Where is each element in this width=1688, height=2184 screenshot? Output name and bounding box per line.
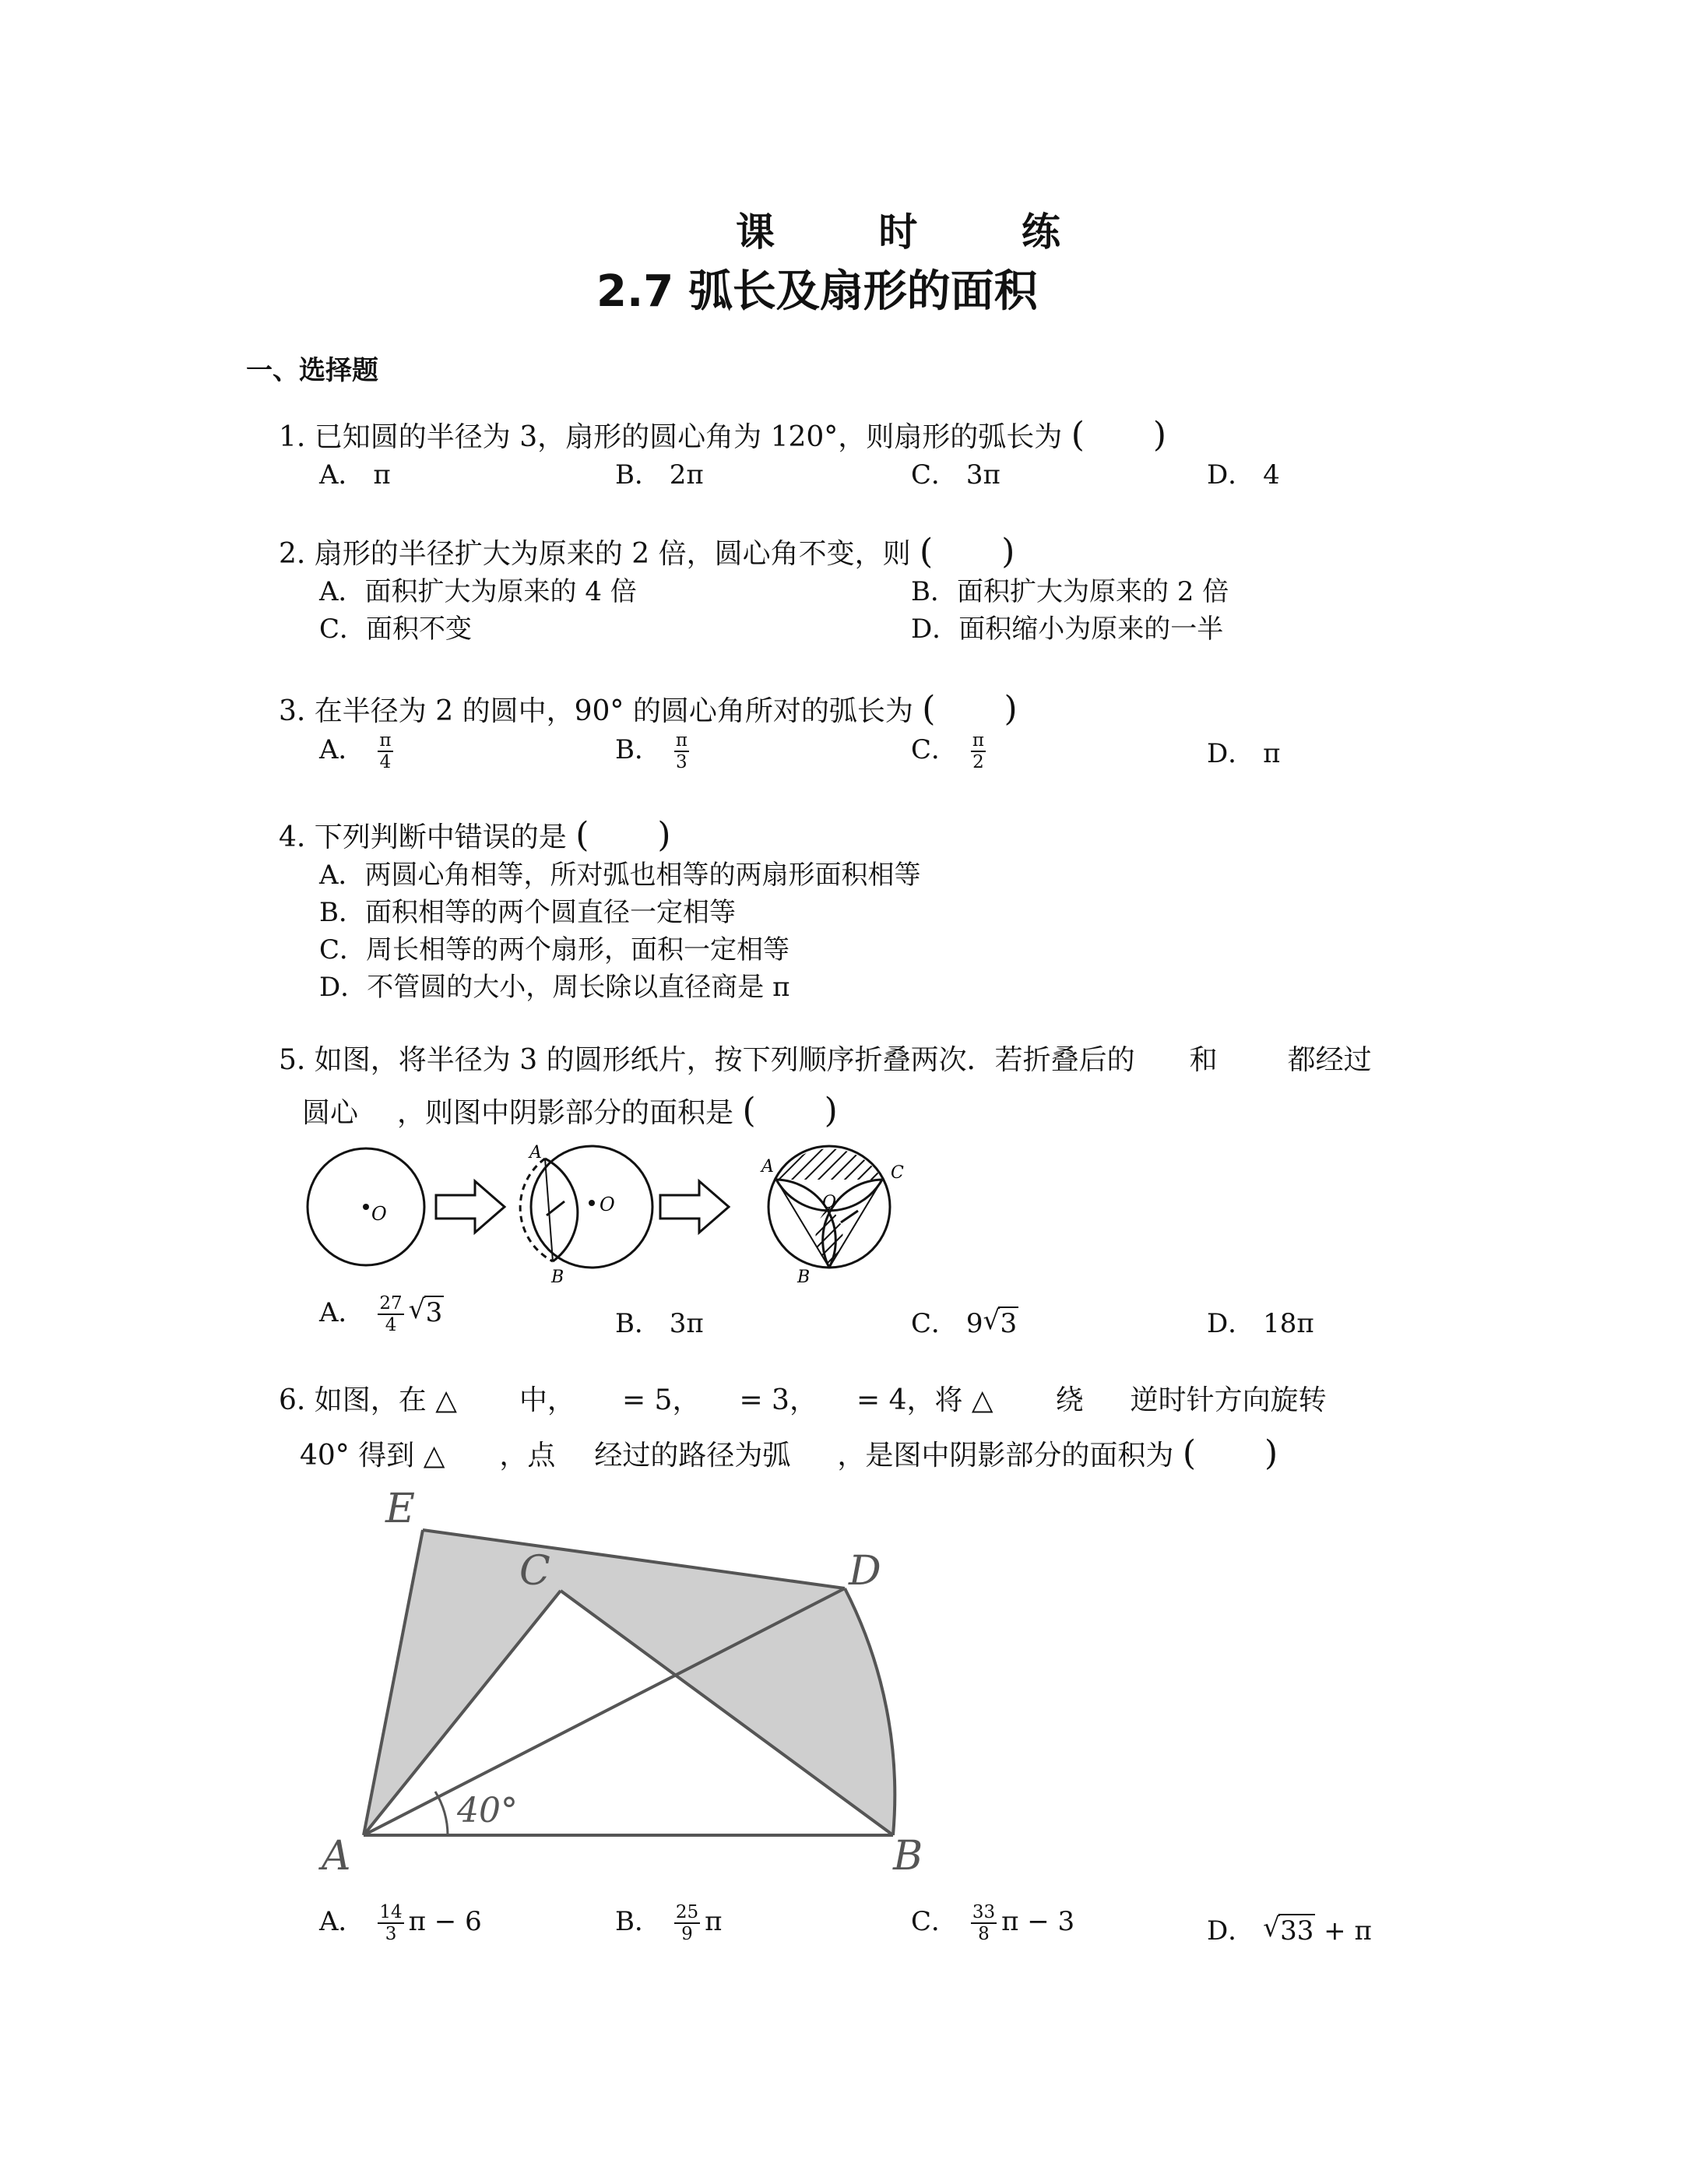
q2-stem: 2. 扇形的半径扩大为原来的 2 倍，圆心角不变，则 — [279, 538, 911, 570]
q3-c-fraction — [971, 730, 986, 773]
q5-line1-a: 5. 如图，将半径为 3 的圆形纸片，按下列顺序折叠两次．若折叠后的 — [279, 1044, 1135, 1076]
q5-a-num: 27 — [378, 1293, 403, 1315]
fig5-fold-arc — [545, 1159, 578, 1261]
fig6-angle-label: 40° — [457, 1791, 518, 1831]
q5-a-radical: √ 3 — [408, 1294, 443, 1328]
q6-answer-blank: ( ) — [1182, 1433, 1278, 1473]
q6-b-label: B． — [615, 1906, 661, 1937]
fig5-fold-arrow-2 — [841, 1211, 858, 1222]
q6-a-label: A． — [319, 1906, 365, 1937]
fig5-shaded-top — [776, 1148, 882, 1180]
q6-b-fraction — [674, 1902, 700, 1945]
fig5-arrow-2 — [660, 1181, 729, 1233]
section-heading: 一、选择题 — [246, 355, 378, 386]
q6-d-radical: √ 33 — [1263, 1912, 1314, 1947]
q5-option-a — [319, 1291, 444, 1335]
fig6-label-b: B — [893, 1833, 923, 1880]
q2-option-c: C．面积不变 — [319, 614, 473, 645]
q3-a-num: π — [378, 730, 392, 752]
q3-option-c — [911, 728, 990, 772]
q6-option-b — [615, 1900, 722, 1944]
q5-c-label: C． 9 — [911, 1308, 983, 1339]
q6-a-fraction — [378, 1902, 403, 1945]
q5-a-rad-arg: 3 — [425, 1297, 443, 1328]
fig5-label-o2: O — [600, 1194, 615, 1215]
fig5-label-c3: C — [891, 1163, 904, 1183]
q5-c-rad-arg: 3 — [1000, 1308, 1018, 1339]
fig5-label-o3: O — [822, 1193, 837, 1212]
q6-line1-b: 中， — [519, 1384, 575, 1416]
q3-option-a — [319, 728, 398, 772]
fig6-label-c: C — [519, 1548, 550, 1595]
fig5-fold-dashed-arc — [520, 1159, 553, 1261]
q6-a-num: 14 — [378, 1902, 403, 1924]
q6-line1-c: = 5， — [621, 1384, 701, 1416]
fig6-label-a: A — [322, 1833, 351, 1880]
q6-d-rad-arg: 33 — [1280, 1915, 1314, 1947]
q4-option-a: A．两圆心角相等，所对弧也相等的两扇形面积相等 — [319, 860, 921, 891]
q3-a-label: A． — [319, 734, 365, 765]
q5-option-d: D． 18π — [1207, 1308, 1314, 1339]
q6-option-c — [911, 1900, 1074, 1944]
q5-option-b: B． 3π — [615, 1308, 704, 1339]
q2-option-d: D．面积缩小为原来的一半 — [911, 614, 1224, 645]
fig5-label-a2: A — [529, 1143, 542, 1162]
q5-figure — [296, 1133, 919, 1289]
q3-c-den: 2 — [972, 752, 984, 772]
fig6-label-d: D — [849, 1548, 881, 1595]
q6-d-label: D． — [1207, 1915, 1255, 1947]
q1-text — [279, 406, 1166, 456]
q5-a-fraction — [378, 1293, 403, 1336]
q6-line1-a: 6. 如图，在 △ — [279, 1384, 457, 1416]
q6-line1-g: 逆时针方向旋转 — [1130, 1384, 1327, 1416]
q6-c-num: 33 — [971, 1902, 997, 1924]
q6-line2-d: ，是图中阴影部分的面积为 — [837, 1440, 1174, 1472]
q3-option-b — [615, 728, 694, 772]
q5-line2-a: 圆心 — [302, 1097, 359, 1129]
q1-answer-blank: ( ) — [1071, 415, 1167, 455]
q3-b-label: B． — [615, 734, 661, 765]
q5-line1 — [279, 1038, 1372, 1078]
fig6-label-e: E — [385, 1486, 415, 1532]
q3-answer-blank: ( ) — [922, 689, 1018, 729]
q6-c-fraction — [971, 1902, 997, 1945]
q2-answer-blank: ( ) — [920, 532, 1015, 571]
q6-line2-a: 40° 得到 △ — [300, 1440, 445, 1472]
q5-a-label: A． — [319, 1297, 365, 1328]
q4-option-c: C．周长相等的两个扇形，面积一定相等 — [319, 934, 790, 965]
q1-option-c: C． 3π — [911, 459, 1000, 491]
q1-option-d: D． 4 — [1207, 459, 1280, 491]
fig5-center-dot-1 — [363, 1204, 369, 1210]
q4-stem: 4. 下列判断中错误的是 — [279, 821, 567, 853]
fig5-label-b2: B — [551, 1268, 564, 1287]
q3-b-fraction — [674, 730, 689, 773]
q4-text — [279, 807, 671, 856]
q5-answer-blank: ( ) — [742, 1091, 838, 1131]
q6-a-tail: π − 6 — [408, 1906, 482, 1937]
q6-line1-e: = 4，将 △ — [856, 1384, 993, 1416]
fig5-label-a3: A — [761, 1157, 774, 1176]
header-line1: 课 时 练 — [736, 209, 1106, 255]
q5-line1-c: 都经过 — [1287, 1044, 1372, 1076]
q3-stem: 3. 在半径为 2 的圆中，90° 的圆心角所对的弧长为 — [279, 695, 913, 727]
q6-line1-f: 绕 — [1055, 1384, 1084, 1416]
fig5-label-o1: O — [371, 1203, 387, 1225]
q3-a-fraction — [378, 730, 392, 773]
q1-option-a: A． π — [319, 459, 391, 491]
q6-c-tail: π − 3 — [1001, 1906, 1075, 1937]
q6-line2-b: ，点 — [499, 1440, 556, 1472]
q5-a-den: 4 — [385, 1315, 397, 1335]
q5-c-radical: √ 3 — [983, 1305, 1018, 1339]
q6-line2 — [300, 1425, 1278, 1475]
q6-b-den: 9 — [681, 1924, 693, 1944]
q6-c-den: 8 — [978, 1924, 990, 1944]
fig5-arrow-1 — [436, 1181, 505, 1233]
q6-option-d — [1207, 1909, 1372, 1947]
q2-option-a: A．面积扩大为原来的 4 倍 — [319, 576, 637, 607]
q4-option-b: B．面积相等的两个圆直径一定相等 — [319, 897, 736, 928]
q3-b-num: π — [674, 730, 689, 752]
q5-line2 — [302, 1082, 838, 1132]
q6-b-tail: π — [705, 1906, 723, 1937]
q6-d-tail: + π — [1324, 1915, 1372, 1947]
q4-option-d: D．不管圆的大小，周长除以直径商是 π — [319, 972, 790, 1003]
q1-stem: 1. 已知圆的半径为 3，扇形的圆心角为 120°，则扇形的弧长为 — [279, 421, 1063, 453]
q4-answer-blank: ( ) — [575, 815, 671, 855]
q3-text — [279, 681, 1018, 730]
q6-a-den: 3 — [385, 1924, 397, 1944]
page-title: 2.7 弧长及扇形的面积 — [596, 266, 1038, 317]
fig5-label-b3: B — [797, 1268, 811, 1287]
q2-option-b: B．面积扩大为原来的 2 倍 — [911, 576, 1229, 607]
q6-b-num: 25 — [674, 1902, 700, 1924]
q3-option-d: D． π — [1207, 738, 1281, 769]
q3-c-label: C． — [911, 734, 958, 765]
q6-line2-c: 经过的路径为弧 — [594, 1440, 791, 1472]
q6-line1-d: = 3， — [739, 1384, 818, 1416]
fig5-shaded-middle — [816, 1207, 843, 1268]
q6-option-a — [319, 1900, 482, 1944]
q6-c-label: C． — [911, 1906, 958, 1937]
q6-line1 — [279, 1378, 1327, 1418]
q5-line1-b: 和 — [1189, 1044, 1218, 1076]
q3-b-den: 3 — [676, 752, 688, 772]
q6-figure — [308, 1475, 962, 1880]
q3-a-den: 4 — [379, 752, 392, 772]
q2-text — [279, 523, 1015, 573]
q1-option-b: B． 2π — [615, 459, 704, 491]
q5-line2-b: ，则图中阴影部分的面积是 — [397, 1097, 734, 1129]
q3-c-num: π — [971, 730, 986, 752]
fig5-center-dot-2 — [589, 1200, 595, 1206]
q5-option-c — [911, 1302, 1018, 1340]
